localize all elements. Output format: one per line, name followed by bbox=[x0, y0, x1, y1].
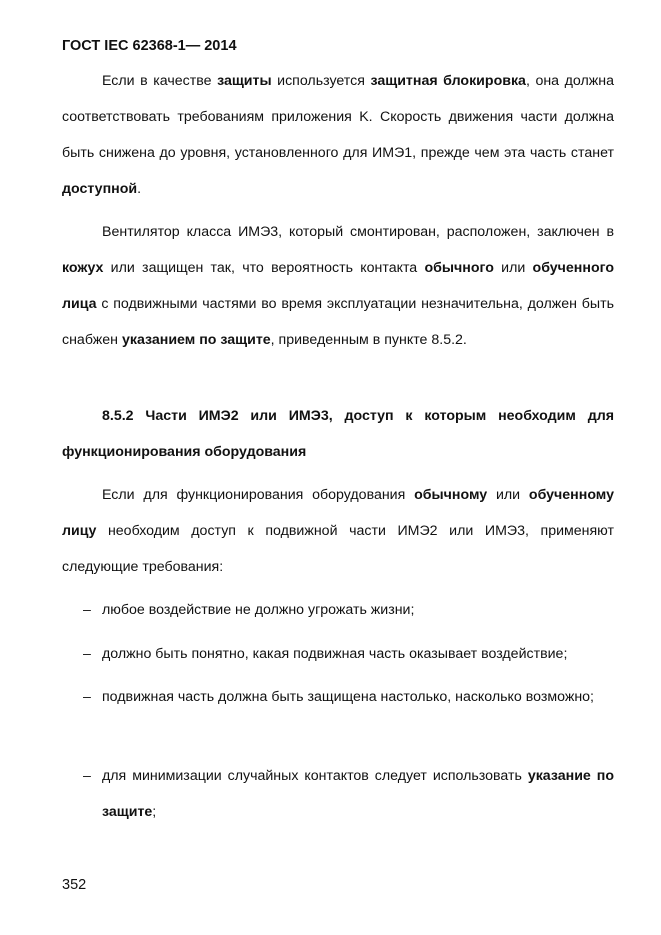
list-bullet: – bbox=[83, 689, 91, 705]
term-protection: защиты bbox=[217, 73, 272, 89]
term-instructed-person-2: обученному лицу bbox=[62, 487, 614, 539]
page-number: 352 bbox=[62, 877, 87, 893]
paragraph-protective-interlock: Если в качестве защиты используется защитная блокировка, она должна соответствовать требованиям приложения K. Скорость движения части должна быть снижена до уровня, установленного для ИМЭ1, прежде чем эта часть станет доступной. bbox=[62, 73, 614, 197]
term-safeguard-instruction-2: указание по защите bbox=[102, 768, 614, 820]
document-header: ГОСТ IEC 62368-1— 2014 bbox=[62, 38, 237, 54]
term-protective-interlock: защитная блокировка bbox=[370, 73, 526, 89]
list-item: любое воздействие не должно угрожать жизни; bbox=[102, 602, 415, 618]
term-enclosure: кожух bbox=[62, 260, 104, 276]
term-instructed-person: обученного лица bbox=[62, 260, 614, 312]
list-bullet: – bbox=[83, 646, 91, 662]
list-bullet: – bbox=[83, 602, 91, 618]
paragraph-access-required: Если для функционирования оборудования обычному или обученному лицу необходим доступ к подвижной части ИМЭ2 или ИМЭ3, применяют следующие требования: bbox=[62, 487, 614, 575]
list-bullet: – bbox=[83, 768, 91, 784]
list-item: для минимизации случайных контактов следует использовать указание по защите; bbox=[102, 768, 614, 820]
term-safeguard-instruction: указанием по защите bbox=[121, 332, 271, 348]
paragraph-fan-class: Вентилятор класса ИМЭ3, который смонтирован, расположен, заключен в кожух или защищен так, что вероятность контакта обычного или обученного лица с подвижными частями во время эксплуатации незначительна, должен быть снабжен указанием по защите, приведенным в пункте 8.5.2. bbox=[62, 224, 614, 348]
list-item: должно быть понятно, какая подвижная часть оказывает воздействие; bbox=[102, 646, 568, 662]
term-ordinary-person: обычному bbox=[414, 487, 488, 503]
term-ordinary: обычного bbox=[424, 260, 494, 276]
term-accessible: доступной bbox=[62, 181, 138, 197]
section-heading-8-5-2: 8.5.2 Части ИМЭ2 или ИМЭ3, доступ к которым необходим для функционирования оборудования bbox=[62, 408, 614, 460]
list-item: подвижная часть должна быть защищена настолько, насколько возможно; bbox=[102, 689, 594, 705]
